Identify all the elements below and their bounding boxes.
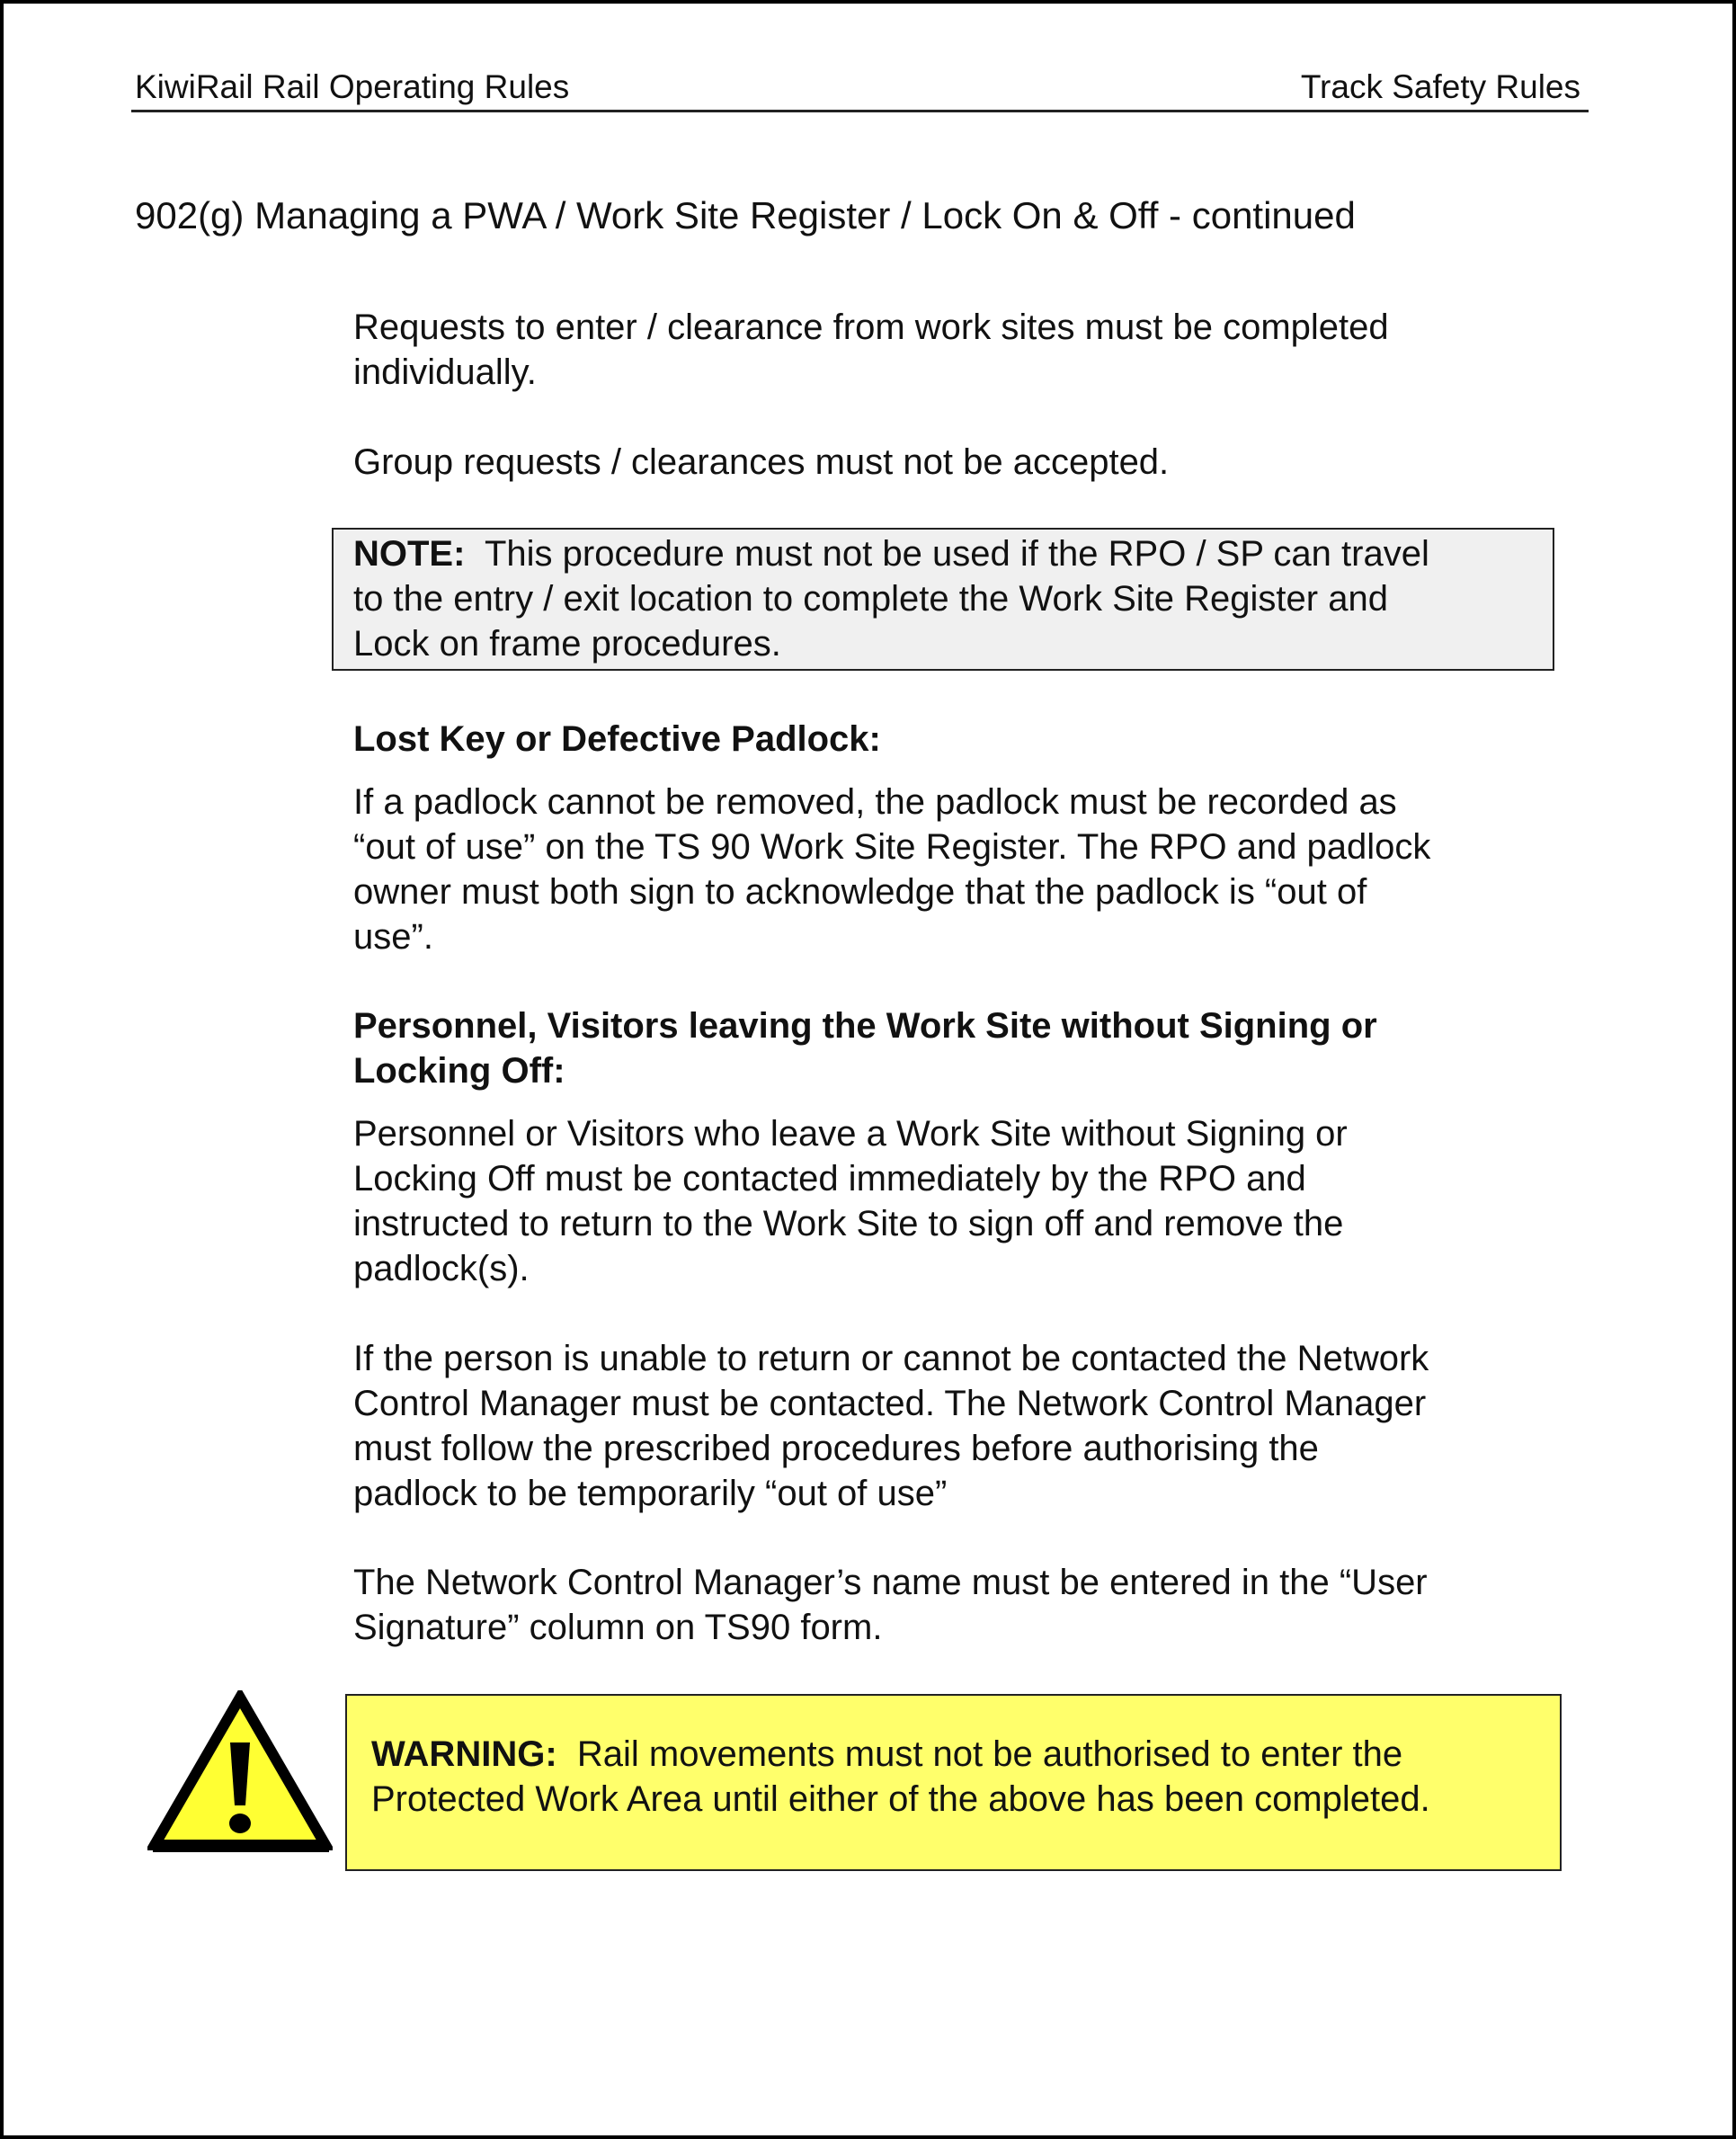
lost-key-heading: Lost Key or Defective Padlock: bbox=[353, 719, 881, 759]
warning-triangle-icon bbox=[147, 1690, 333, 1856]
header-left: KiwiRail Rail Operating Rules bbox=[135, 68, 570, 105]
note-text: NOTE: This procedure must not be used if the RPO / SP can travel to the entry / exit location to complete the Work Site Register and Lock on frame procedures. bbox=[353, 534, 1429, 664]
header-rule bbox=[131, 110, 1589, 112]
paragraph-unable-to-return: If the person is unable to return or cannot be contacted the Network Control Manager must be contacted. The Network Control Manager must follow the prescribed procedures before authorising the padlock to be temporarily “out of use” bbox=[353, 1339, 1429, 1513]
section-title: 902(g) Managing a PWA / Work Site Register / Lock On & Off - continued bbox=[135, 194, 1356, 236]
paragraph-manager-name: The Network Control Manager’s name must be entered in the “User Signature” column on TS90 form. bbox=[353, 1563, 1428, 1647]
paragraph-group: Group requests / clearances must not be accepted. bbox=[353, 442, 1170, 482]
note-label: NOTE: bbox=[353, 534, 466, 574]
personnel-paragraph: Personnel or Visitors who leave a Work Site without Signing or Locking Off must be contacted immediately by the RPO and instructed to return to the Work Site to sign off and remove the padlock(s). bbox=[353, 1114, 1348, 1288]
warning-label: WARNING: bbox=[371, 1734, 557, 1774]
personnel-heading: Personnel, Visitors leaving the Work Site without Signing or Locking Off: bbox=[353, 1006, 1377, 1091]
lost-key-paragraph: If a padlock cannot be removed, the padlock must be recorded as “out of use” on the TS 90 Work Site Register. The RPO and padlock owner must both sign to acknowledge that the padlock is “out of use”. bbox=[353, 782, 1431, 957]
paragraph-requests: Requests to enter / clearance from work sites must be completed individually. bbox=[353, 307, 1389, 392]
warning-text: WARNING: Rail movements must not be authorised to enter the Protected Work Area until either of the above has been completed. bbox=[371, 1734, 1430, 1819]
header-right: Track Safety Rules bbox=[1300, 68, 1580, 105]
